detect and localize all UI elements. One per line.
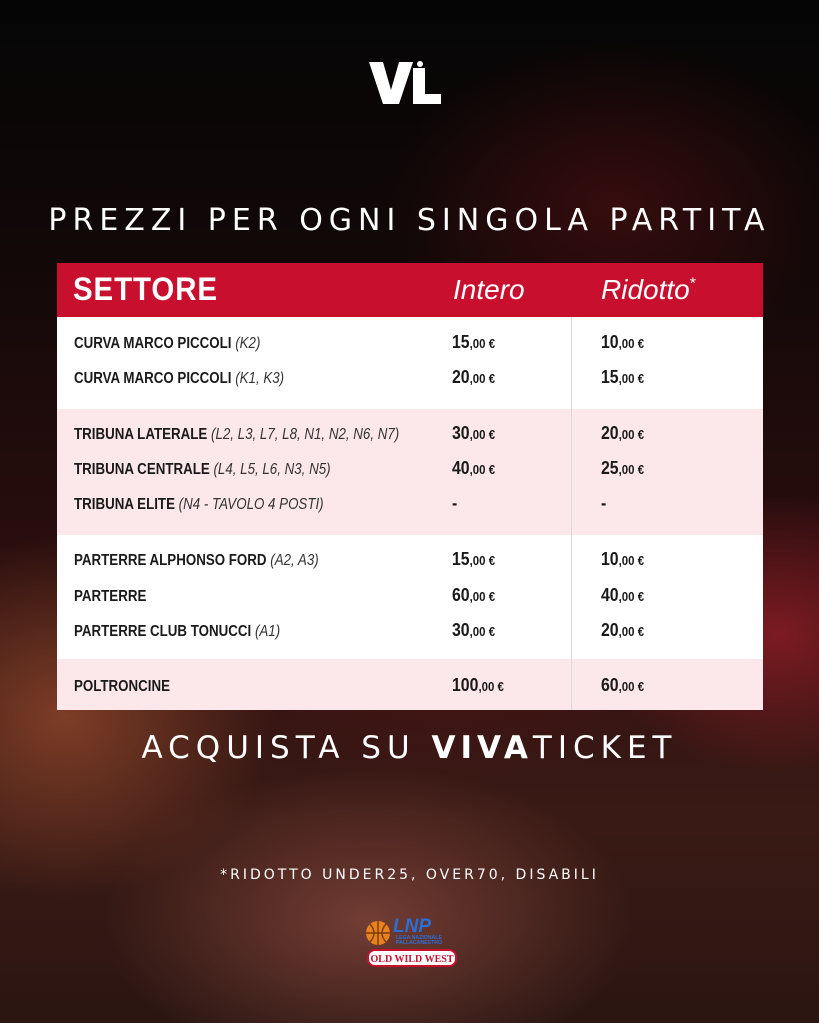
table-row bbox=[57, 331, 763, 359]
full-price: - bbox=[452, 493, 458, 513]
page-title: PREZZI PER OGNI SINGOLA PARTITA bbox=[48, 203, 771, 238]
reduced-price-footnote: *RIDOTTO UNDER25, OVER70, DISABILI bbox=[220, 867, 599, 883]
sector-name: TRIBUNA CENTRALE (L4, L5, L6, N3, N5) bbox=[74, 461, 331, 478]
full-price: 40,00 € bbox=[452, 458, 496, 478]
sector-name: POLTRONCINE bbox=[74, 678, 171, 695]
reduced-price: 15,00 € bbox=[601, 367, 645, 387]
sector-name: PARTERRE CLUB TONUCCI (A1) bbox=[74, 623, 281, 640]
svg-text:LEGA NAZIONALE: LEGA NAZIONALE bbox=[396, 935, 442, 941]
table-row bbox=[57, 366, 763, 394]
sector-name: CURVA MARCO PICCOLI (K1, K3) bbox=[74, 370, 285, 387]
full-price: 30,00 € bbox=[452, 620, 496, 640]
table-row bbox=[57, 492, 763, 520]
vl-logo bbox=[369, 60, 443, 108]
full-price: 100,00 € bbox=[452, 675, 504, 695]
lnp-old-wild-west-logo bbox=[362, 912, 460, 970]
column-header-reduced-price: Ridotto* bbox=[601, 274, 696, 305]
reduced-price: 20,00 € bbox=[601, 423, 645, 443]
table-row bbox=[57, 619, 763, 647]
sector-name: PARTERRE ALPHONSO FORD (A2, A3) bbox=[74, 552, 319, 569]
reduced-price: 25,00 € bbox=[601, 458, 645, 478]
table-row bbox=[57, 548, 763, 576]
table-row bbox=[57, 422, 763, 450]
price-table bbox=[57, 263, 763, 710]
full-price: 30,00 € bbox=[452, 423, 496, 443]
sector-name: CURVA MARCO PICCOLI (K2) bbox=[74, 335, 261, 352]
full-price: 60,00 € bbox=[452, 585, 496, 605]
reduced-price: 20,00 € bbox=[601, 620, 645, 640]
full-price: 15,00 € bbox=[452, 332, 496, 352]
svg-text:LNP: LNP bbox=[393, 916, 431, 937]
full-price: 20,00 € bbox=[452, 367, 496, 387]
svg-text:PALLACANESTRO: PALLACANESTRO bbox=[396, 940, 443, 946]
reduced-price: - bbox=[601, 493, 607, 513]
table-row bbox=[57, 457, 763, 485]
sector-name: TRIBUNA ELITE (N4 - TAVOLO 4 POSTI) bbox=[74, 496, 324, 513]
column-header-sector: SETTORE bbox=[73, 271, 218, 307]
svg-text:OLD WILD WEST: OLD WILD WEST bbox=[370, 954, 454, 965]
sector-name: TRIBUNA LATERALE (L2, L3, L7, L8, N1, N2, N6, N7) bbox=[74, 426, 400, 443]
sector-name: PARTERRE bbox=[74, 588, 147, 605]
reduced-price: 60,00 € bbox=[601, 675, 645, 695]
reduced-price: 10,00 € bbox=[601, 332, 645, 352]
full-price: 15,00 € bbox=[452, 549, 496, 569]
column-header-full-price: Intero bbox=[453, 274, 525, 305]
table-row bbox=[57, 584, 763, 612]
reduced-price: 10,00 € bbox=[601, 549, 645, 569]
table-row bbox=[57, 674, 763, 702]
reduced-price: 40,00 € bbox=[601, 585, 645, 605]
table-header bbox=[57, 263, 763, 317]
buy-on-vivaticket: ACQUISTA SU VIVATICKET bbox=[141, 730, 678, 766]
